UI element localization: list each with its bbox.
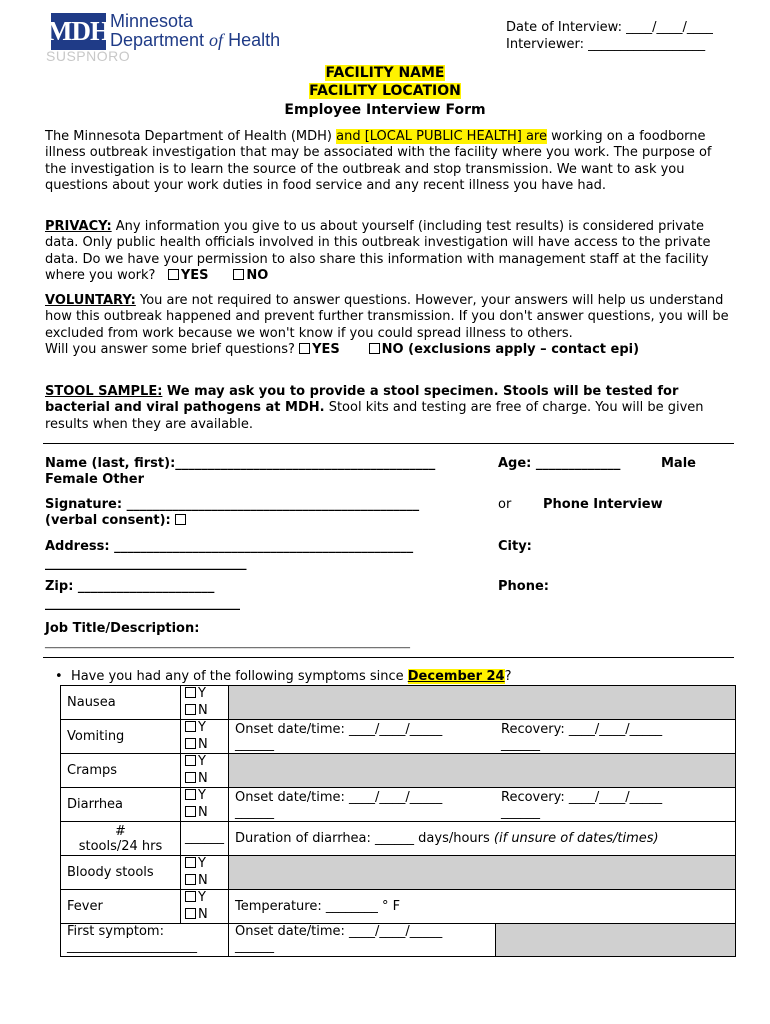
voluntary-no-checkbox[interactable] <box>369 343 380 354</box>
phone-interview-option[interactable]: Phone Interview <box>543 497 663 512</box>
privacy-paragraph: PRIVACY: Any information you give to us about yourself (including test results) is considered private data. Only public health officials involved in this outbreak investigation will have access to the private data. Do we have your permission to also share this information with management staff at the facility where you work? YES NO <box>45 219 711 283</box>
symptom-nausea: Nausea <box>61 686 181 720</box>
divider-2 <box>43 657 734 658</box>
table-row <box>61 822 736 856</box>
gray-cell <box>495 924 736 957</box>
interviewer[interactable]: Interviewer: __________________ <box>506 37 706 52</box>
stools-count[interactable]: ______ <box>181 822 229 856</box>
symptoms-question: • Have you had any of the following symptoms since December 24? <box>55 669 512 684</box>
voluntary-paragraph: VOLUNTARY: You are not required to answer questions. However, your answers will help us understand how this outbreak happened and prevent further transmission. If you don't answer questions, you will be excluded from work because we won't know if you could spread illness to others. Will you answer some brief questions? YES NO (exclusions apply – contact epi) <box>45 293 729 357</box>
table-row <box>61 890 736 924</box>
diarrhea-onset[interactable]: Onset date/time: ____/____/_____ ______ <box>229 788 496 822</box>
city-field[interactable]: City: <box>498 539 532 554</box>
form-title: Employee Interview Form <box>284 102 486 118</box>
cramps-yn[interactable]: Y N <box>181 754 229 788</box>
gray-cell <box>229 686 736 720</box>
divider <box>43 443 734 444</box>
signature-field[interactable]: Signature: _____________________________________________ <box>45 497 420 512</box>
table-row <box>61 754 736 788</box>
symptom-vomiting: Vomiting <box>61 720 181 754</box>
table-row <box>61 720 736 754</box>
symptom-table <box>60 685 736 957</box>
mdh-logo-text <box>110 12 280 50</box>
phone-field[interactable]: Phone: <box>498 579 549 594</box>
vomiting-recovery[interactable]: Recovery: ____/____/_____ ______ <box>495 720 736 754</box>
stool-paragraph: STOOL SAMPLE: We may ask you to provide a stool specimen. Stools will be tested for bacterial and viral pathogens at MDH. Stool kits and testing are free of charge. You will be given results when they are available. <box>45 384 704 432</box>
first-symptom[interactable]: First symptom: ____________________ <box>61 924 229 957</box>
table-row <box>61 686 736 720</box>
nausea-yn[interactable]: Y N <box>181 686 229 720</box>
bloody-stools-yn[interactable]: Y N <box>181 856 229 890</box>
verbal-consent: (verbal consent): <box>45 513 188 528</box>
zip-line-2[interactable]: ______________________________ <box>45 596 240 611</box>
vomiting-onset[interactable]: Onset date/time: ____/____/_____ ______ <box>229 720 496 754</box>
verbal-consent-checkbox[interactable] <box>175 514 186 525</box>
first-symptom-onset[interactable]: Onset date/time: ____/____/_____ ______ <box>229 924 496 957</box>
name-field[interactable]: Name (last, first):________________________________________ <box>45 456 436 471</box>
diarrhea-duration[interactable]: Duration of diarrhea: ______ days/hours (if unsure of dates/times) <box>229 822 736 856</box>
job-title-line[interactable]: _________________________________________________________________________ <box>45 638 410 649</box>
facility-name: FACILITY NAME <box>325 65 445 81</box>
or-label: or <box>498 497 512 512</box>
female-other-options[interactable]: Female Other <box>45 472 145 487</box>
fever-yn[interactable]: Y N <box>181 890 229 924</box>
symptom-cramps: Cramps <box>61 754 181 788</box>
gray-cell <box>229 754 736 788</box>
voluntary-yes-checkbox[interactable] <box>299 343 310 354</box>
address-line-2[interactable]: _______________________________ <box>45 556 247 571</box>
diarrhea-yn[interactable]: Y N <box>181 788 229 822</box>
zip-field[interactable]: Zip: _____________________ <box>45 579 215 594</box>
job-title-field[interactable]: Job Title/Description: <box>45 621 200 636</box>
age-field[interactable]: Age: _____________ <box>498 456 621 471</box>
vomiting-yn[interactable]: Y N <box>181 720 229 754</box>
table-row <box>61 856 736 890</box>
symptom-diarrhea: Diarrhea <box>61 788 181 822</box>
date-of-interview[interactable]: Date of Interview: ____/____/____ <box>506 20 713 35</box>
intro-paragraph: The Minnesota Department of Health (MDH) and [LOCAL PUBLIC HEALTH] are working on a foodborne illness outbreak investigation that may be associated with the facility where you work. The purpose of the investigation is to learn the source of the outbreak and stop transmission. We want to ask you questions about your work duties in food service and any recent illness you have had. <box>45 129 712 193</box>
table-row <box>61 788 736 822</box>
symptom-bloody-stools: Bloody stools <box>61 856 181 890</box>
header-right <box>506 19 713 53</box>
male-option[interactable]: Male <box>661 456 696 471</box>
diarrhea-recovery[interactable]: Recovery: ____/____/_____ ______ <box>495 788 736 822</box>
logo-line-1: Minnesota <box>110 11 194 31</box>
symptom-stools: # stools/24 hrs <box>61 822 181 856</box>
address-field[interactable]: Address: ______________________________________________ <box>45 539 414 554</box>
facility-location: FACILITY LOCATION <box>309 83 461 99</box>
mdh-logo-mark: MDH <box>51 13 106 50</box>
fever-temperature[interactable]: Temperature: ________ ° F <box>229 890 736 924</box>
privacy-yes-checkbox[interactable] <box>168 269 179 280</box>
table-row <box>61 924 736 957</box>
symptom-fever: Fever <box>61 890 181 924</box>
privacy-no-checkbox[interactable] <box>233 269 244 280</box>
logo-line-2: Department of Health <box>110 30 281 50</box>
watermark: SUSPNORO <box>46 48 131 64</box>
gray-cell <box>229 856 736 890</box>
